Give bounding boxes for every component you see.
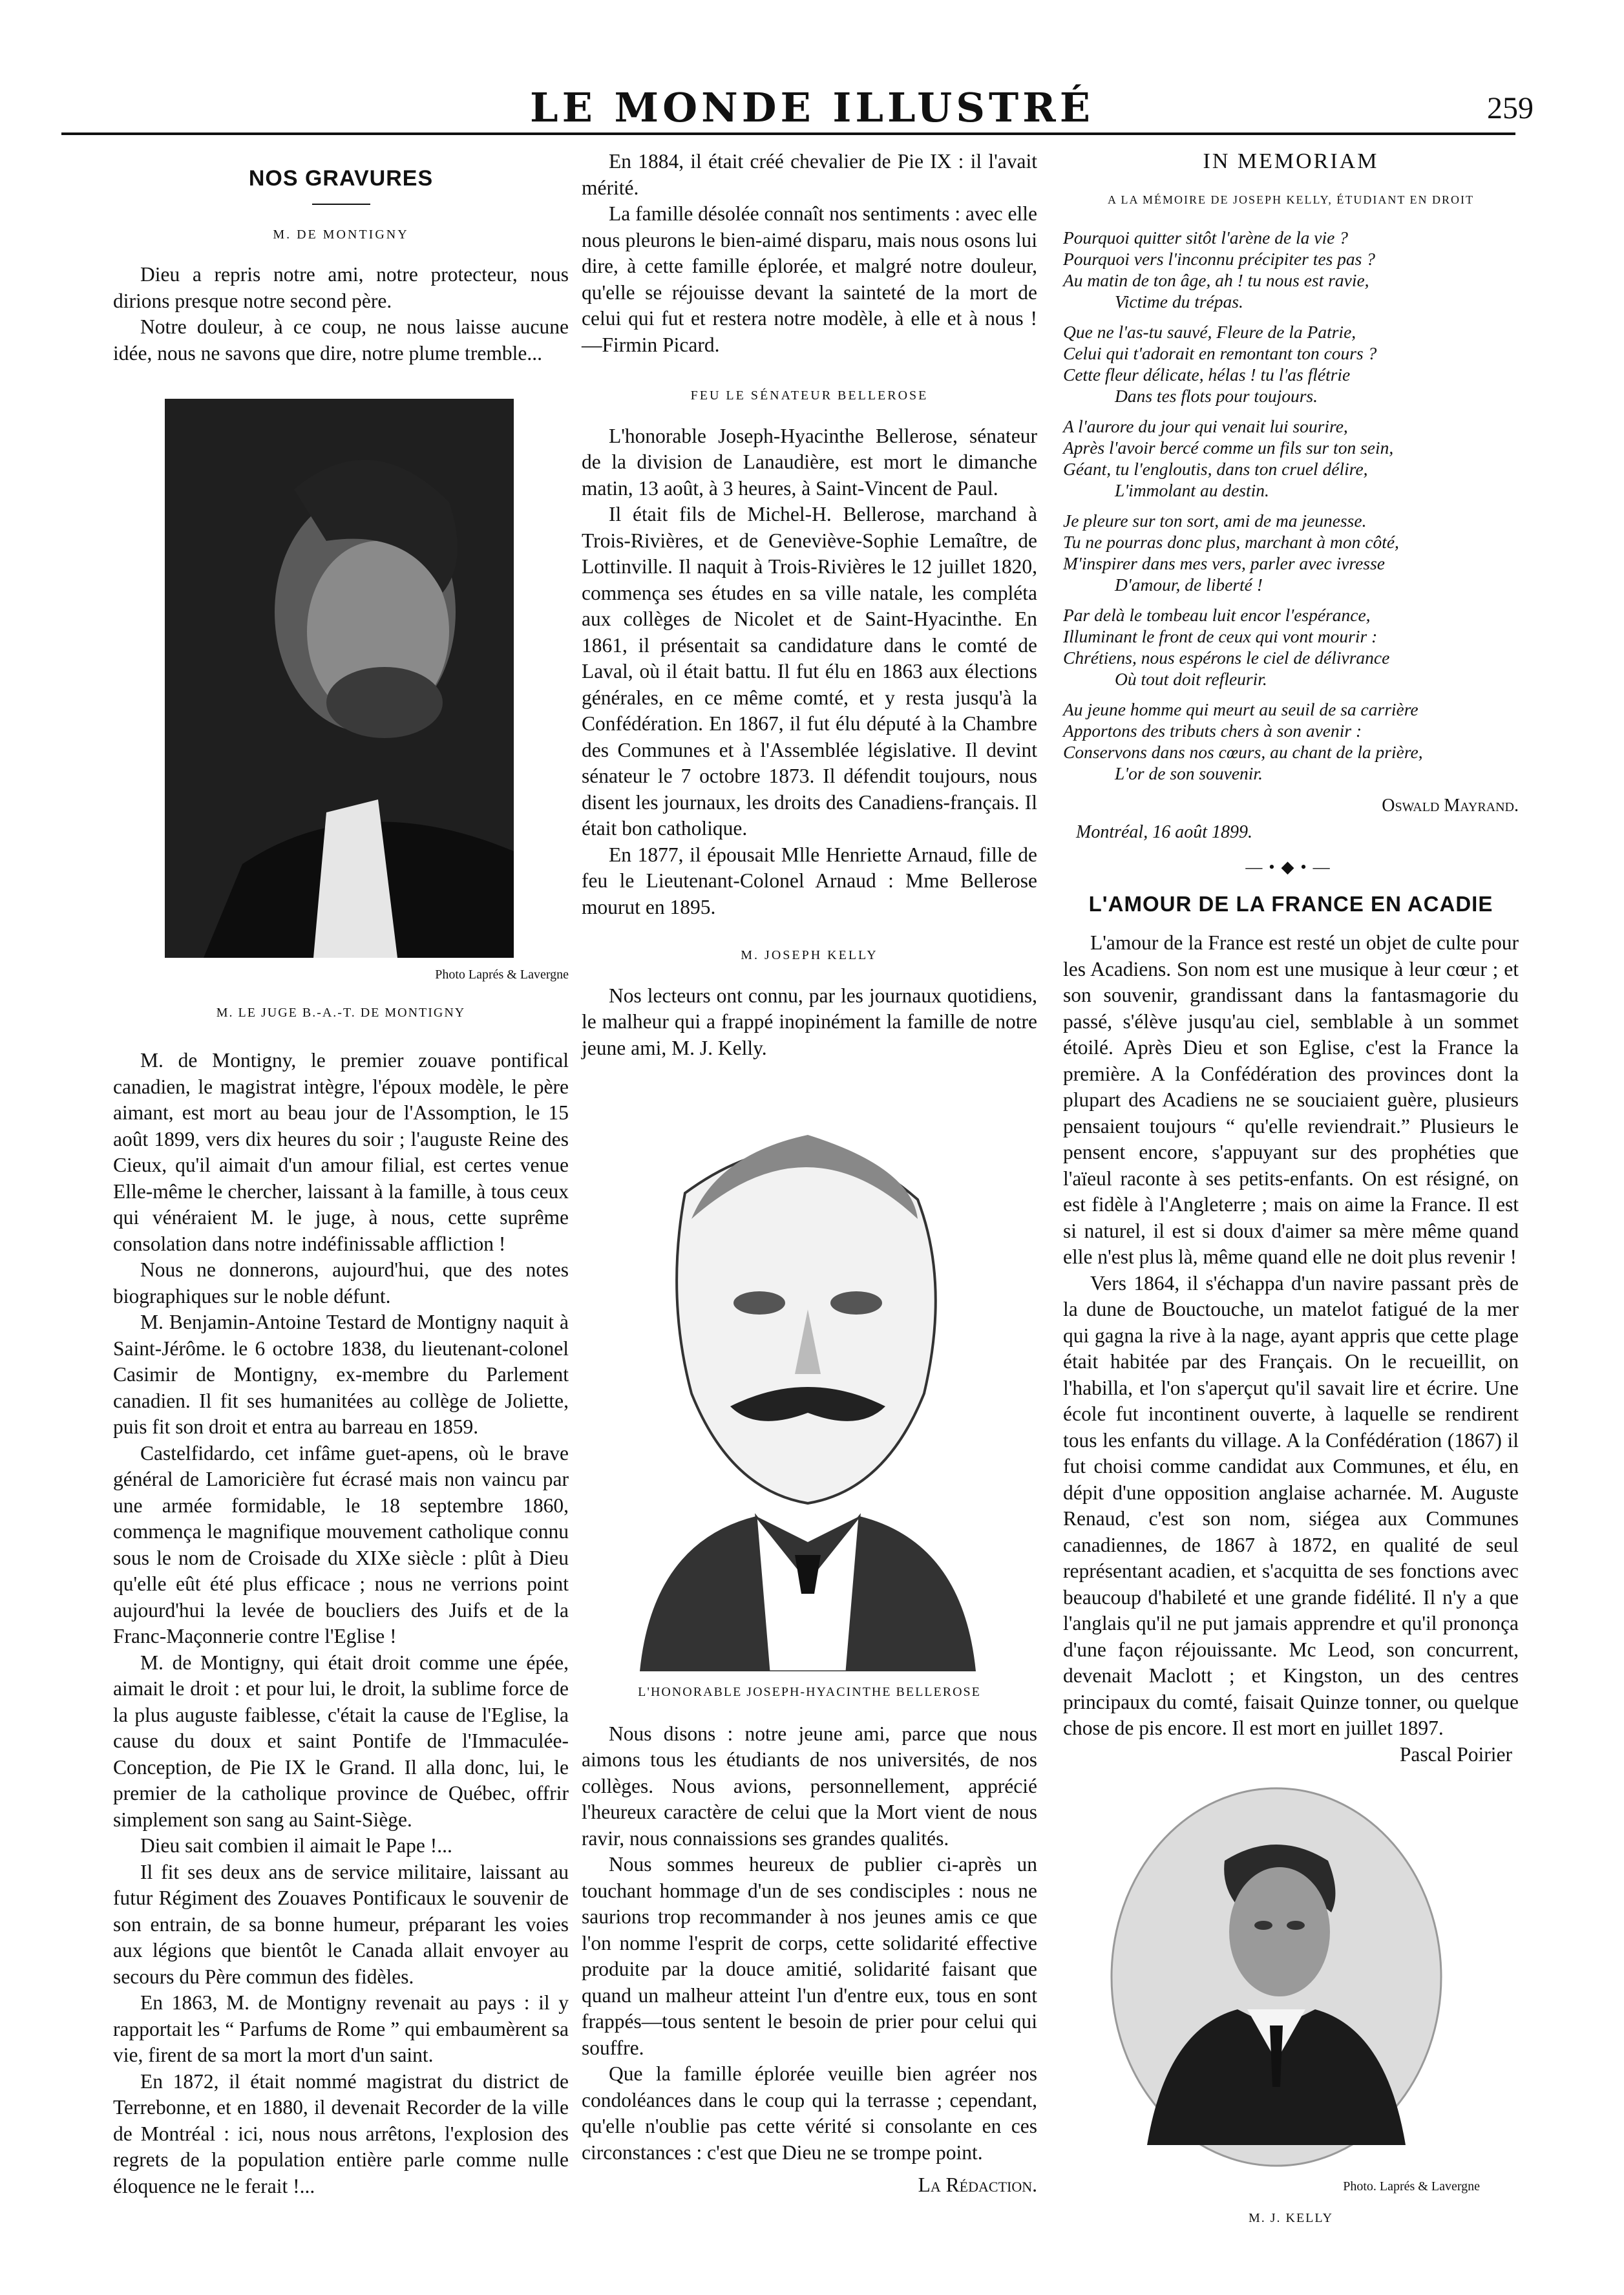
poem-stanza bbox=[1063, 510, 1519, 595]
poem-line: Victime du trépas. bbox=[1115, 291, 1243, 312]
poem-line: Au matin de ton âge, ah ! tu nous est ravie, bbox=[1063, 270, 1369, 290]
signature-poirier: Pascal Poirier bbox=[1399, 1742, 1512, 1766]
poem-stanza bbox=[1063, 604, 1519, 690]
paragraph: Nos lecteurs ont connu, par les journaux quotidiens, le malheur qui a frappé inopinément la famille de notre jeune ami, M. J. Kelly. bbox=[582, 984, 1037, 1059]
poem-line: Pourquoi vers l'inconnu précipiter tes pas ? bbox=[1063, 249, 1375, 269]
ornament: —•◆•— bbox=[1245, 858, 1336, 876]
column-3 bbox=[1063, 149, 1519, 2231]
place-date: Montréal, 16 août 1899. bbox=[1076, 821, 1252, 842]
poem-line: Pourquoi quitter sitôt l'arène de la vie ? bbox=[1063, 227, 1348, 248]
poem-line: Au jeune homme qui meurt au seuil de sa carrière bbox=[1063, 699, 1418, 719]
subheading-montigny: M. DE MONTIGNY bbox=[273, 227, 409, 242]
dedication: A LA MÉMOIRE DE JOSEPH KELLY, ÉTUDIANT EN DROIT bbox=[1107, 193, 1475, 206]
poem-line: Tu ne pourras donc plus, marchant à mon côté, bbox=[1063, 532, 1399, 552]
column-2 bbox=[582, 149, 1037, 2199]
paragraph: Il était fils de Michel-H. Bellerose, marchand à Trois-Rivières, et de Geneviève-Sophie Lemaître, de Lottinville. Il naquit à Trois-Rivières le 12 juillet 1820, commença ses études en sa ville natale, les compléta aux collèges de Nicolet et de Saint-Hyacinthe. En 1861, il présentait sa candidature dans le comté de Laval, où il était battu. Il fut élu en 1863 aux élections générales, en ce même comté, et y resta jusqu'à la Confédération. En 1867, il fut élu député à la Chambre des Communes et à l'Assemblée législative. Il devint sénateur le 7 octobre 1873. Il défendit toujours, nous disent les journaux, les droits des Canadiens-français. Il était bon catholique. bbox=[582, 503, 1037, 840]
poem-signature: Oswald Mayrand. bbox=[1382, 796, 1519, 816]
paragraph: En 1863, M. de Montigny revenait au pays : il y rapportait les “ Parfums de Rome ” qui embaumèrent sa vie, firent de sa mort la mort d'un saint. bbox=[113, 1991, 569, 2066]
section-heading-acadie: L'AMOUR DE LA FRANCE EN ACADIE bbox=[1088, 891, 1493, 916]
poem-stanza bbox=[1063, 699, 1519, 784]
poem-line: Où tout doit refleurir. bbox=[1115, 669, 1267, 689]
paragraph: M. de Montigny, qui était droit comme une épée, aimait le droit : et pour lui, le droit, la sublime force de la plus auguste faiblesse, c'était la cause de l'Eglise, la cause du doux et saint Pontife de l'Immaculée-Conception, de Pie IX le Grand. Il alla donc, lui, le premier de la catholique province de Québec, offrir simplement son sang au Saint-Siège. bbox=[113, 1651, 569, 1831]
subheading-bellerose: FEU LE SÉNATEUR BELLEROSE bbox=[690, 388, 929, 403]
poem-line: D'amour, de liberté ! bbox=[1115, 575, 1263, 595]
poem-line: Dans tes flots pour toujours. bbox=[1115, 386, 1318, 406]
poem-line: Par delà le tombeau luit encor l'espérance, bbox=[1063, 605, 1371, 625]
poem-line: Après l'avoir bercé comme un fils sur ton sein, bbox=[1063, 438, 1394, 458]
paragraph: La famille désolée connaît nos sentiments : avec elle nous pleurons le bien-aimé disparu, mais nous osons lui dire, à cette famille éplorée, et malgré notre douleur, qu'elle se réjouisse devant la sainteté de la mort de celui qui fut et restera notre modèle, à elle et à nous ! —Firmin Picard. bbox=[582, 202, 1038, 356]
paragraph: Nous ne donnerons, aujourd'hui, que des notes biographiques sur le noble défunt. bbox=[113, 1258, 569, 1307]
poem-line: Conservons dans nos cœurs, au chant de la prière, bbox=[1063, 742, 1423, 762]
poem-line: L'immolant au destin. bbox=[1115, 480, 1269, 500]
paragraph: Que la famille éplorée veuille bien agréer nos condoléances dans le coup qui la terrasse ; cependant, qu'elle n'oublie pas cette vérité si consolante en ces circonstances : c'est que Dieu ne se trompe point. bbox=[582, 2062, 1037, 2164]
paragraph: En 1884, il était créé chevalier de Pie IX : il l'avait mérité. bbox=[582, 150, 1037, 199]
paragraph: L'honorable Joseph-Hyacinthe Bellerose, sénateur de la division de Lanaudière, est mort le dimanche matin, 13 août, à 3 heures, à Saint-Vincent de Paul. bbox=[582, 424, 1037, 500]
poem-line: M'inspirer dans mes vers, parler avec ivresse bbox=[1063, 553, 1385, 573]
header-rule bbox=[61, 132, 1515, 135]
paragraph: Vers 1864, il s'échappa d'un navire passant près de la dune de Bouctouche, un matelot fatigué de la mer qui gagna la rive à la nage, ayant appris que cette plage était habitée par des Français. On le recueillit, on l'habilla, et l'on s'aperçut qu'il savait lire et écrire. Une école fut incontinent ouverte, à laquelle se rendirent tous les enfants du village. A la Confédération (1867) il fut choisi comme candidat aux Communes, et élu, en dépit d'une opposition anglaise acharnée. M. Auguste Renaud, c'est son nom, siégea aux Communes canadiennes, de 1867 à 1872, en qualité de seul représentant acadien, et s'acquitta de ses fonctions avec beaucoup d'habileté et une grande fidélité. Il n'y a que l'anglais qu'il ne put jamais apprendre et qu'il prononça d'une façon réjouissante. Mc Leod, son concurrent, devenait Maclott ; et Kingston, un des centres principaux du comté, faisait Quinze tonner, ou quelque chose de pis encore. Il est mort en juillet 1897. bbox=[1063, 1271, 1519, 1739]
poem-stanza bbox=[1063, 227, 1519, 312]
kelly-portrait bbox=[1108, 1783, 1444, 2171]
photo-credit-kelly: Photo. Laprés & Lavergne bbox=[1343, 2179, 1480, 2194]
poem-stanza bbox=[1063, 321, 1519, 407]
paragraph: M. Benjamin-Antoine Testard de Montigny naquit à Saint-Jérôme. le 6 octobre 1838, du lieutenant-colonel Casimir de Montigny, ex-membre du Parlement canadien. Il fit ses humanitées au collège de Joliette, puis fit son droit et entra au barreau en 1859. bbox=[113, 1311, 569, 1438]
paragraph: L'amour de la France est resté un objet de culte pour les Acadiens. Son nom est une musique à leur cœur ; et son souvenir, grandissant dans la fantasmagorie du passé, s'élève jusqu'au ciel, semblable à un sommet étoilé. Après Dieu et son Eglise, c'est la France la première. A la Confédération des provinces dont la plupart des Acadiens ne se souciaient guère, plusieurs pensaient toujours “ qu'elle reviendrait.” Plusieurs le pensent encore, s'appuyant sur des prophéties que l'aïeul raconte à ses petits-enfants. On est résigné, on est fidèle à l'Angleterre ; mais on aime la France. Il est si naturel, il est si doux d'aimer sa mère même quand elle n'est plus là, même quand elle ne doit plus revenir ! bbox=[1063, 931, 1519, 1268]
poem-line: L'or de son souvenir. bbox=[1115, 763, 1263, 783]
intro-paragraph: Notre douleur, à ce coup, ne nous laisse aucune idée, nous ne savons que dire, notre plume tremble... bbox=[113, 315, 569, 365]
montigny-portrait-image bbox=[165, 399, 514, 958]
photo-credit: Photo Laprés & Lavergne bbox=[435, 968, 569, 982]
paragraph: Dieu sait combien il aimait le Pape !... bbox=[140, 1834, 452, 1857]
paragraph: Castelfidardo, cet infâme guet-apens, où le brave général de Lamoricière fut écrasé mais non vaincu par une armée formidable, le 18 septembre 1860, commença le magnifique mouvement catholique connu sous le nom de Croisade du XIXe siècle : plût à Dieu qu'elle eût été plus efficace ; nous ne verrions point aujourd'hui la levée de boucliers des Juifs et de la Franc-Maçonnerie contre l'Eglise ! bbox=[113, 1441, 569, 1647]
paragraph: En 1877, il épousait Mlle Henriette Arnaud, fille de feu le Lieutenant-Colonel Arnaud : Mme Bellerose mourut en 1895. bbox=[582, 843, 1037, 918]
paragraph: Il fit ses deux ans de service militaire, laissant au futur Régiment des Zouaves Pontificaux le souvenir de son entrain, de sa bonne humeur, préparant les voies aux légions que bientôt le Canada allait envoyer au secours du Père commun des fidèles. bbox=[113, 1860, 569, 1988]
poem-stanza bbox=[1063, 416, 1519, 501]
poem-line: Cette fleur délicate, hélas ! tu l'as flétrie bbox=[1063, 365, 1351, 385]
section-heading-nos-gravures: NOS GRAVURES bbox=[248, 166, 434, 191]
poem-line: Je pleure sur ton sort, ami de ma jeunesse. bbox=[1063, 511, 1367, 531]
divider bbox=[312, 204, 370, 205]
caption-kelly: M. J. KELLY bbox=[1248, 2210, 1334, 2225]
bellerose-portrait-image bbox=[614, 1090, 1002, 1671]
poem-line: A l'aurore du jour qui venait lui sourire, bbox=[1063, 416, 1348, 436]
poem-line: Chrétiens, nous espérons le ciel de délivrance bbox=[1063, 648, 1390, 668]
masthead: LE MONDE ILLUSTRÉ bbox=[530, 84, 1094, 131]
caption-bellerose: L'HONORABLE JOSEPH-HYACINTHE BELLEROSE bbox=[638, 1685, 981, 1699]
poem-line: Apportons des tributs chers à son avenir : bbox=[1063, 721, 1362, 741]
paragraph: En 1872, il était nommé magistrat du district de Terrebonne, et en 1880, il devenait Recorder de la ville de Montréal : ici, nous nous arrêtons, l'explosion des regrets de la population entière parle comme nulle éloquence ne le ferait !... bbox=[113, 2069, 569, 2197]
bellerose-portrait bbox=[614, 1090, 1002, 1671]
paragraph: Nous disons : notre jeune ami, parce que nous aimons tous les étudiants de nos universités, de nos collèges. Nous avions, personnellement, apprécié l'heureux caractère de celui que la Mort vient de nous ravir, nous connaissions ses grandes qualités. bbox=[582, 1722, 1037, 1850]
caption-montigny: M. LE JUGE B.-A.-T. DE MONTIGNY bbox=[216, 1005, 466, 1020]
section-heading-in-memoriam: IN MEMORIAM bbox=[1203, 149, 1379, 173]
paragraph: M. de Montigny, le premier zouave pontifical canadien, le magistrat intègre, l'époux modèle, le père aimant, est mort au beau jour de l'Assomption, le 15 août 1899, vers dix heures du soir ; l'auguste Reine des Cieux, qu'il aimait d'un amour filial, est certes venue Elle-même le chercher, laissant à la famille, à tous ceux qui vénéraient M. le juge, à nous, cette suprême consolation dans notre indéfinissable affliction ! bbox=[113, 1049, 569, 1255]
montigny-portrait bbox=[165, 399, 514, 958]
poem-line: Que ne l'as-tu sauvé, Fleure de la Patrie, bbox=[1063, 322, 1356, 342]
subheading-kelly: M. JOSEPH KELLY bbox=[741, 948, 878, 962]
column-1 bbox=[113, 149, 569, 2199]
page-number: 259 bbox=[1487, 91, 1534, 125]
kelly-portrait-image bbox=[1108, 1783, 1444, 2171]
paragraph: Nous sommes heureux de publier ci-après un touchant hommage d'un de ses condisciples : nous ne saurions trop recommander à nos jeunes amis ce que l'on nomme l'esprit de corps, cette solidarité effective produite par la douce amitié, solidarité faisant que quand un malheur atteint l'un d'entre eux, tous en sont frappés—tous sentent le besoin de prier pour celui qui souffre. bbox=[582, 1853, 1037, 2059]
poem bbox=[1063, 227, 1519, 784]
poem-line: Géant, tu l'engloutis, dans ton cruel délire, bbox=[1063, 459, 1368, 479]
signature-redaction: La Rédaction. bbox=[918, 2173, 1037, 2196]
poem-line: Celui qui t'adorait en remontant ton cours ? bbox=[1063, 343, 1377, 363]
intro-paragraph: Dieu a repris notre ami, notre protecteur, nous dirions presque notre second père. bbox=[113, 263, 569, 312]
poem-line: Illuminant le front de ceux qui vont mourir : bbox=[1063, 626, 1378, 646]
